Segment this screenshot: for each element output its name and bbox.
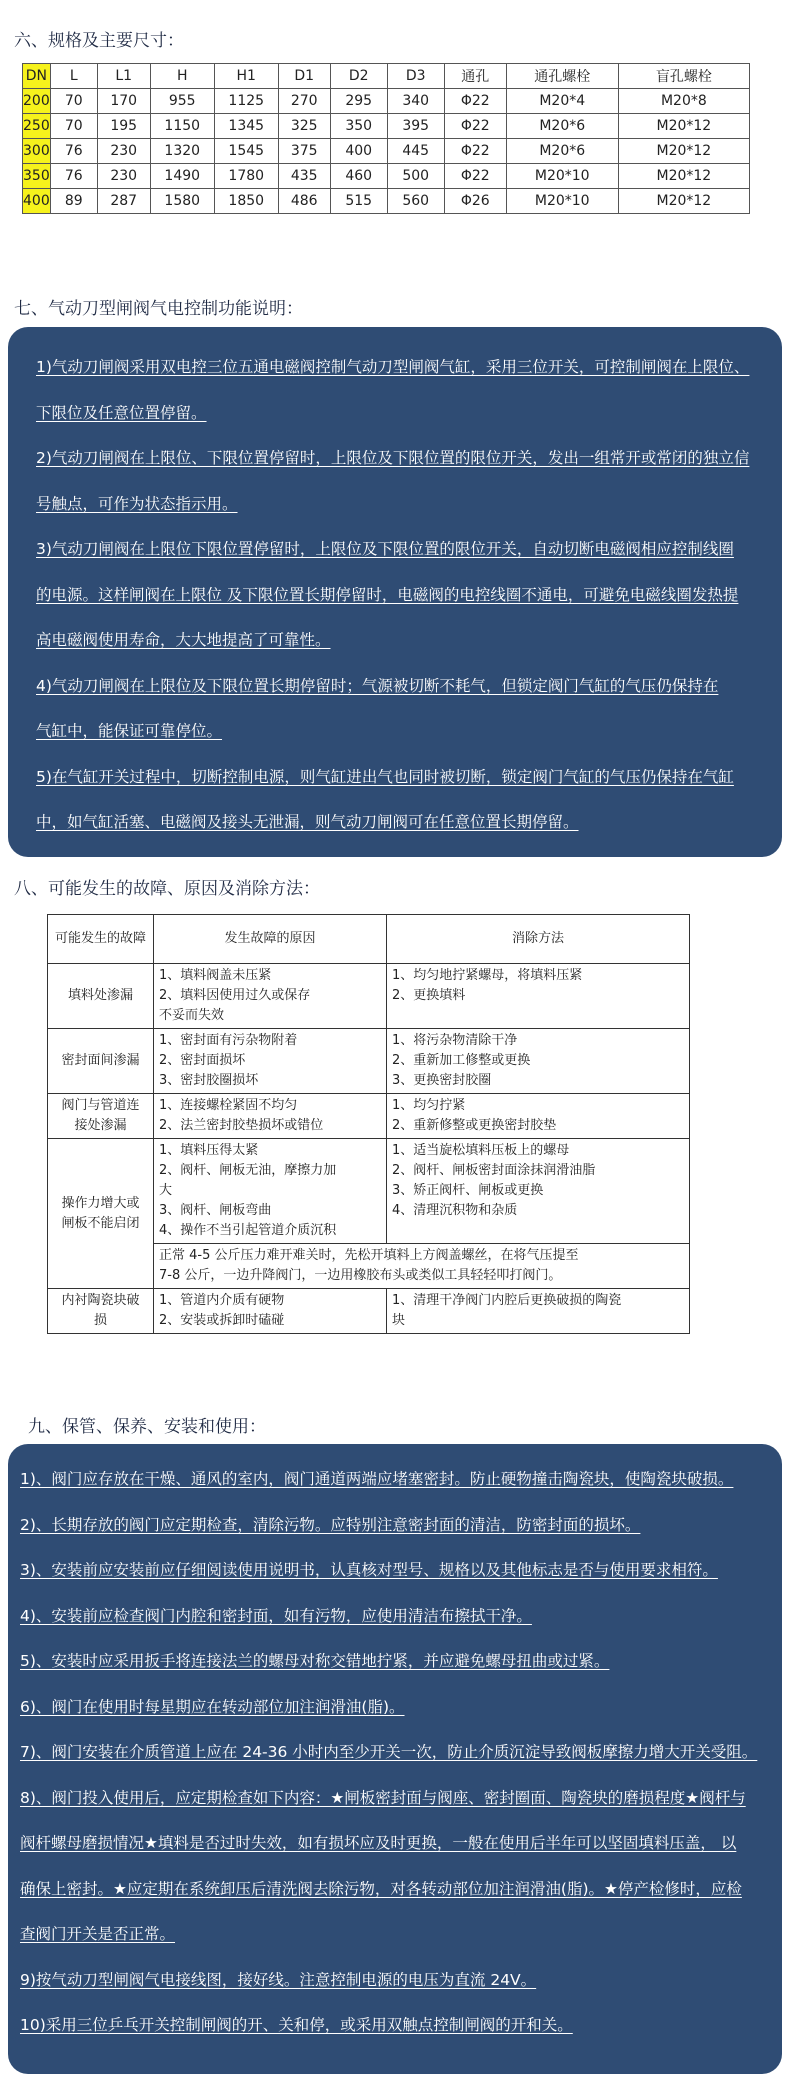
fault-cell-line: 填料处渗漏	[67, 988, 133, 1003]
spec-header-cell: 盲孔螺栓	[618, 64, 749, 89]
spec-cell: 170	[97, 89, 150, 114]
spec-header-cell: DN	[23, 64, 51, 89]
spec-cell: M20*10	[506, 189, 618, 214]
spec-header-cell: D1	[278, 64, 330, 89]
spec-cell: 1320	[150, 139, 214, 164]
fault-cell-line: 3、矫正阀杆、闸板或更换	[392, 1183, 544, 1198]
spec-cell: Φ22	[444, 89, 506, 114]
spec-cell: 295	[330, 89, 387, 114]
maintenance-line: 6)、阀门在使用时每星期应在转动部位加注润滑油(脂)。	[20, 1697, 405, 1716]
fault-cell-line: 大	[159, 1183, 173, 1198]
fault-fix-cell	[387, 1139, 690, 1244]
fault-cell-line: 1、管道内介质有硬物	[159, 1293, 285, 1308]
spec-dn-cell: 250	[23, 114, 51, 139]
section-8-title: 八、可能发生的故障、原因及消除方法：	[14, 879, 320, 899]
fault-cell-line: 内衬陶瓷块破	[61, 1293, 140, 1308]
spec-header-cell: L1	[97, 64, 150, 89]
maintenance-line: 8)、阀门投入使用后，应定期检查如下内容：★闸板密封面与阀座、密封圈面、陶瓷块的磨损程度★阀杆与	[20, 1788, 746, 1807]
control-function-line: 4)气动刀闸阀在上限位及下限位置长期停留时；气源被切断不耗气，但锁定阀门气缸的气压仍保持在	[36, 676, 719, 695]
spec-header-cell: 通孔螺栓	[506, 64, 618, 89]
control-function-line: 的电源。这样闸阀在上限位 及下限位置长期停留时，电磁阀的电控线圈不通电，可避免电磁线圈发热提	[36, 585, 739, 604]
maintenance-line: 2)、长期存放的阀门应定期检查，清除污物。应特别注意密封面的清洁，防密封面的损坏。	[20, 1515, 641, 1534]
spec-cell: 1345	[214, 114, 278, 139]
control-function-text	[36, 345, 776, 846]
fault-cell-line: 3、密封胶圈损坏	[159, 1073, 259, 1088]
fault-cell-line: 2、重新加工修整或更换	[392, 1053, 531, 1068]
fault-cell-line: 2、阀杆、闸板密封面涂抹润滑油脂	[392, 1163, 596, 1178]
spec-cell: 350	[330, 114, 387, 139]
spec-dn-cell: 200	[23, 89, 51, 114]
fault-cell-line: 1、填料压得太紧	[159, 1143, 259, 1158]
spec-cell: 70	[50, 114, 97, 139]
fault-cause-cell	[154, 1289, 387, 1334]
control-function-line: 号触点，可作为状态指示用。	[36, 494, 238, 513]
fault-cause-cell	[154, 1139, 387, 1244]
section-7-title: 七、气动刀型闸阀气电控制功能说明：	[14, 299, 303, 319]
fault-cell-line: 2、填料因使用过久或保存	[159, 988, 311, 1003]
fault-cell-line: 闸板不能启闭	[61, 1215, 140, 1231]
fault-name-cell	[48, 1139, 154, 1289]
spec-cell: 500	[387, 164, 444, 189]
spec-cell: 76	[50, 139, 97, 164]
fault-cell-line: 1、连接螺栓紧固不均匀	[159, 1098, 298, 1113]
spec-header-cell: D3	[387, 64, 444, 89]
fault-cause-cell	[154, 964, 387, 1029]
spec-cell: 1780	[214, 164, 278, 189]
fault-table-row	[48, 1094, 690, 1139]
fault-fix-cell	[387, 1029, 690, 1094]
spec-header-cell: D2	[330, 64, 387, 89]
fault-cause-cell	[154, 1029, 387, 1094]
maintenance-line: 查阀门开关是否正常。	[20, 1925, 176, 1943]
fault-cell-line: 2、密封面损坏	[159, 1053, 246, 1068]
spec-table	[22, 63, 750, 214]
spec-cell: Φ26	[444, 189, 506, 214]
spec-cell: 340	[387, 89, 444, 114]
fault-cell-line: 2、阀杆、闸板无油，摩擦力加	[159, 1163, 337, 1178]
fault-cell-line: 1、密封面有污杂物附着	[159, 1033, 298, 1048]
spec-cell: 287	[97, 189, 150, 214]
fault-cell-line: 1、均匀地拧紧螺母，将填料压紧	[392, 968, 583, 983]
fault-table	[47, 914, 690, 1334]
fault-cell-line: 1、填料阀盖未压紧	[159, 968, 272, 983]
fault-cell-line: 3、阀杆、闸板弯曲	[159, 1203, 272, 1218]
spec-cell: 1580	[150, 189, 214, 214]
spec-cell: 230	[97, 139, 150, 164]
spec-table-row	[23, 189, 750, 214]
spec-cell: 395	[387, 114, 444, 139]
fault-header-cell: 消除方法	[387, 915, 690, 964]
fault-header-label: 可能发生的故障	[54, 931, 146, 946]
fault-note-cell	[154, 1244, 690, 1289]
spec-table-row	[23, 89, 750, 114]
fault-name-cell	[48, 1029, 154, 1094]
spec-cell: M20*6	[506, 139, 618, 164]
spec-table-row	[23, 114, 750, 139]
fault-cell-line: 7-8 公斤，一边升降阀门，一边用橡胶布头或类似工具轻轻叩打阀门。	[159, 1268, 562, 1283]
spec-cell: 325	[278, 114, 330, 139]
maintenance-line: 5)、安装时应采用扳手将连接法兰的螺母对称交错地拧紧，并应避免螺母扭曲或过紧。	[20, 1652, 610, 1670]
spec-table-header-row	[23, 64, 750, 89]
fault-fix-cell	[387, 1094, 690, 1139]
fault-table-row	[48, 1289, 690, 1334]
fault-cell-line: 2、更换填料	[392, 988, 466, 1003]
fault-cell-line: 损	[93, 1313, 107, 1328]
spec-cell: 89	[50, 189, 97, 214]
spec-cell: 515	[330, 189, 387, 214]
maintenance-line: 阀杆螺母磨损情况★填料是否过时失效，如有损坏应及时更换，一般在使用后半年可以坚固填料压盖， 以	[20, 1834, 737, 1852]
fault-table-body	[48, 964, 690, 1334]
fault-cell-line: 阀门与管道连	[61, 1098, 140, 1113]
fault-cell-line: 块	[392, 1313, 406, 1328]
spec-dn-cell: 350	[23, 164, 51, 189]
control-function-line: 2)气动刀闸阀在上限位、下限位置停留时，上限位及下限位置的限位开关，发出一组常开或常闭的独立信	[36, 449, 750, 467]
fault-cell-line: 1、均匀拧紧	[392, 1098, 466, 1113]
control-function-line: 高电磁阀使用寿命，大大地提高了可靠性。	[36, 631, 331, 649]
fault-cell-line: 1、清理干净阀门内腔后更换破损的陶瓷	[392, 1293, 622, 1308]
fault-cell-line: 4、清理沉积物和杂质	[392, 1203, 518, 1218]
spec-cell: 195	[97, 114, 150, 139]
spec-cell: 400	[330, 139, 387, 164]
spec-header-cell: H1	[214, 64, 278, 89]
spec-table-body	[23, 89, 750, 214]
spec-header-cell: H	[150, 64, 214, 89]
section-6-title: 六、规格及主要尺寸：	[14, 31, 184, 51]
spec-cell: M20*4	[506, 89, 618, 114]
spec-cell: M20*12	[618, 164, 749, 189]
fault-table-row	[48, 1139, 690, 1244]
fault-cell-line: 密封面间渗漏	[61, 1053, 140, 1068]
maintenance-line: 确保上密封。★应定期在系统卸压后清洗阀去除污物，对各转动部位加注润滑油(脂)。★停产检修时，应检	[20, 1879, 742, 1898]
fault-table-header-row	[48, 915, 690, 964]
spec-header-cell: 通孔	[444, 64, 506, 89]
spec-cell: 76	[50, 164, 97, 189]
spec-dn-cell: 300	[23, 139, 51, 164]
spec-cell: 560	[387, 189, 444, 214]
spec-cell: M20*10	[506, 164, 618, 189]
control-function-line: 下限位及任意位置停留。	[36, 403, 207, 422]
spec-cell: 270	[278, 89, 330, 114]
spec-cell: 460	[330, 164, 387, 189]
fault-cell-line: 4、操作不当引起管道介质沉积	[159, 1223, 337, 1238]
spec-table-row	[23, 164, 750, 189]
spec-cell: M20*6	[506, 114, 618, 139]
spec-cell: 230	[97, 164, 150, 189]
control-function-line: 5)在气缸开关过程中，切断控制电源，则气缸进出气也同时被切断，锁定阀门气缸的气压仍保持在气缸	[36, 767, 734, 786]
fault-cell-line: 1、适当旋松填料压板上的螺母	[392, 1143, 570, 1158]
spec-cell: 1545	[214, 139, 278, 164]
spec-dn-cell: 400	[23, 189, 51, 214]
fault-fix-cell	[387, 964, 690, 1029]
fault-name-cell	[48, 1094, 154, 1139]
fault-cell-line: 接处渗漏	[74, 1118, 127, 1133]
spec-cell: 375	[278, 139, 330, 164]
spec-cell: 1125	[214, 89, 278, 114]
spec-cell: 1150	[150, 114, 214, 139]
spec-cell: 955	[150, 89, 214, 114]
control-function-line: 中，如气缸活塞、电磁阀及接头无泄漏，则气动刀闸阀可在任意位置长期停留。	[36, 813, 579, 831]
maintenance-line: 3)、安装前应安装前应仔细阅读使用说明书，认真核对型号、规格以及其他标志是否与使用要求相符。	[20, 1561, 718, 1579]
spec-cell: M20*12	[618, 114, 749, 139]
spec-cell: 445	[387, 139, 444, 164]
fault-cell-line: 1、将污杂物清除干净	[392, 1033, 518, 1048]
maintenance-text	[20, 1457, 780, 2049]
fault-name-cell	[48, 964, 154, 1029]
maintenance-line: 9)按气动刀型闸阀气电接线图，接好线。注意控制电源的电压为直流 24V。	[20, 1970, 537, 1989]
section-9-title: 九、保管、保养、安装和使用：	[28, 1417, 266, 1437]
spec-cell: M20*8	[618, 89, 749, 114]
maintenance-line: 7)、阀门安装在介质管道上应在 24-36 小时内至少开关一次，防止介质沉淀导致阀板摩擦力增大开关受阻。	[20, 1743, 758, 1761]
fault-cell-line: 正常 4-5 公斤压力难开难关时，先松开填料上方阀盖螺丝，在将气压提至	[159, 1248, 579, 1263]
maintenance-panel	[8, 1444, 782, 2074]
spec-cell: 70	[50, 89, 97, 114]
maintenance-line: 1)、阀门应存放在干燥、通风的室内，阀门通道两端应堵塞密封。防止硬物撞击陶瓷块，使陶瓷块破损。	[20, 1470, 734, 1488]
fault-header-cell: 发生故障的原因	[154, 915, 387, 964]
control-function-line: 气缸中，能保证可靠停位。	[36, 722, 223, 740]
fault-cell-line: 2、法兰密封胶垫损坏或错位	[159, 1118, 324, 1133]
spec-cell: M20*12	[618, 189, 749, 214]
fault-table-row	[48, 1029, 690, 1094]
spec-cell: Φ22	[444, 139, 506, 164]
maintenance-line: 4)、安装前应检查阀门内腔和密封面，如有污物，应使用清洁布擦拭干净。	[20, 1606, 532, 1625]
fault-name-cell	[48, 1289, 154, 1334]
control-function-panel	[8, 327, 782, 857]
fault-cell-line: 不妥而失效	[159, 1008, 225, 1023]
spec-cell: 435	[278, 164, 330, 189]
fault-fix-cell	[387, 1289, 690, 1334]
spec-cell: 486	[278, 189, 330, 214]
fault-table-row	[48, 964, 690, 1029]
control-function-line: 1)气动刀闸阀采用双电控三位五通电磁阀控制气动刀型闸阀气缸，采用三位开关，可控制闸阀在上限位、	[36, 358, 750, 376]
spec-cell: 1850	[214, 189, 278, 214]
spec-cell: M20*12	[618, 139, 749, 164]
spec-header-cell: L	[50, 64, 97, 89]
spec-cell: Φ22	[444, 164, 506, 189]
control-function-line: 3)气动刀闸阀在上限位下限位置停留时，上限位及下限位置的限位开关，自动切断电磁阀相应控制线圈	[36, 540, 734, 558]
fault-cell-line: 2、重新修整或更换密封胶垫	[392, 1118, 557, 1133]
spec-cell: 1490	[150, 164, 214, 189]
spec-table-row	[23, 139, 750, 164]
spec-cell: Φ22	[444, 114, 506, 139]
maintenance-line: 10)采用三位乒乓开关控制闸阀的开、关和停，或采用双触点控制闸阀的开和关。	[20, 2016, 573, 2034]
fault-cause-cell	[154, 1094, 387, 1139]
fault-cell-line: 操作力增大或	[61, 1195, 140, 1211]
fault-cell-line: 3、更换密封胶圈	[392, 1073, 492, 1088]
fault-header-cell	[48, 915, 154, 964]
fault-cell-line: 2、安装或拆卸时磕碰	[159, 1313, 285, 1328]
